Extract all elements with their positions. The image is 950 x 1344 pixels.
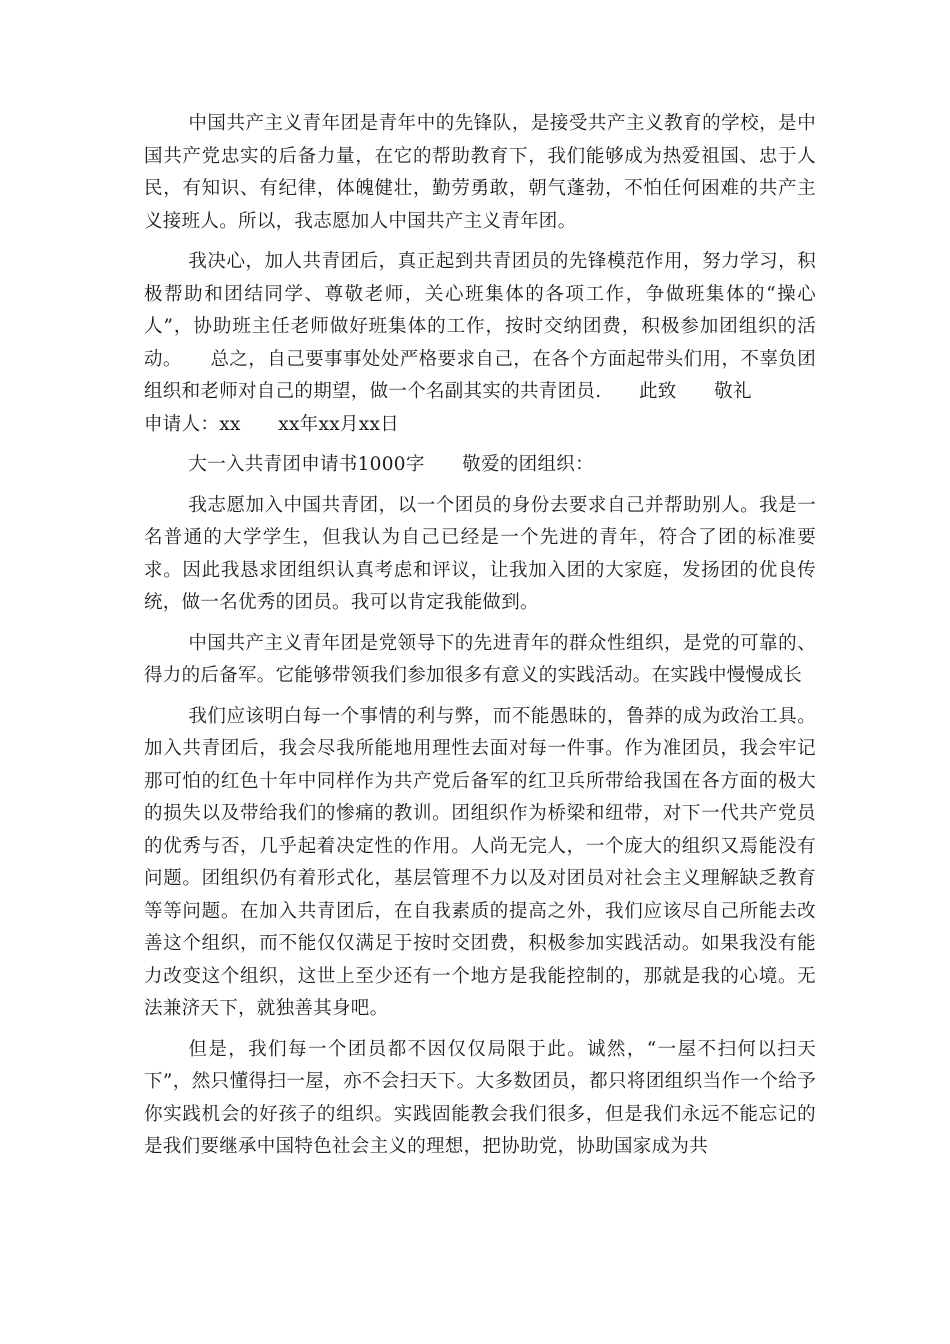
paragraph-5: 我们应该明白每一个事情的利与弊，而不能愚昧的，鲁莽的成为政治工具。加入共青团后，我会尽我所能地用理性去面对每一件事。作为准团员，我会牢记那可怕的红色十年中同样作为共产党后备军的红卫兵所带给我国在各方面的极大的损失以及带给我们的惨痛的教训。团组织作为桥梁和纽带，对下一代共产党员的优秀与否，几乎起着决定性的作用。人尚无完人，一个庞大的组织又焉能没有问题。团组织仍有着形式化，基层管理不力以及对团员对社会主义理解缺乏教育等等问题。在加入共青团后，在自我素质的提高之外，我们应该尽自己所能去改善这个组织，而不能仅仅满足于按时交团费，积极参加实践活动。如果我没有能力改变这个组织，这世上至少还有一个地方是我能控制的，那就是我的心境。无法兼济天下，就独善其身吧。 <box>144 705 816 1019</box>
paragraph-gap <box>144 238 816 246</box>
paragraph-gap <box>144 620 816 628</box>
paragraph-3: 我志愿加入中国共青团，以一个团员的身份去要求自己并帮助别人。我是一名普通的大学学生，但我认为自己已经是一个先进的青年，符合了团的标准要求。因此我恳求团组织认真考虑和评议，让我加入团的大家庭，发扬团的优良传统，做一名优秀的团员。我可以肯定我能做到。 <box>144 494 816 613</box>
paragraph-gap <box>144 441 816 449</box>
paragraph-1: 中国共产主义青年团是青年中的先锋队，是接受共产主义教育的学校，是中国共产党忠实的后备力量，在它的帮助教育下，我们能够成为热爱祖国、忠于人民，有知识、有纪律，体魄健壮，勤劳勇敢，朝气蓬勃，不怕任何困难的共产主义接班人。所以，我志愿加人中国共产主义青年团。 <box>144 113 816 232</box>
paragraph-6: 但是，我们每一个团员都不因仅仅局限于此。诚然，“一屋不扫何以扫天下”，然只懂得扫一屋，亦不会扫天下。大多数团员，都只将团组织当作一个给予你实践机会的好孩子的组织。实践固能教会我们很多，但是我们永远不能忘记的是我们要继承中国特色社会主义的理想，把协助党，协助国家成为共 <box>144 1038 816 1157</box>
paragraph-gap <box>144 482 816 490</box>
applicant-line: 申请人：xx xx年xx月xx日 <box>144 413 400 435</box>
section-heading: 大一入共青团申请书1000字 敬爱的团组织： <box>188 454 594 475</box>
paragraph-gap <box>144 1026 816 1034</box>
paragraph-4: 中国共产主义青年团是党领导下的先进青年的群众性组织，是党的可靠的、得力的后备军。它能够带领我们参加很多有意义的实践活动。在实践中慢慢成长 <box>144 632 816 686</box>
paragraph-2: 我决心，加人共青团后，真正起到共青团员的先锋模范作用，努力学习，积极帮助和团结同学、尊敬老师，关心班集体的各项工作，争做班集体的“操心人”，协助班主任老师做好班集体的工作，按时交纳团费，积极参加团组织的活动。 总之，自己要事事处处严格要求自己，在各个方面起带头们用，不辜负团组织和老师对自己的期望，做一个名副其实的共青团员. 此致 敬礼 <box>144 251 816 402</box>
document-page <box>144 108 816 1164</box>
paragraph-gap <box>144 693 816 701</box>
